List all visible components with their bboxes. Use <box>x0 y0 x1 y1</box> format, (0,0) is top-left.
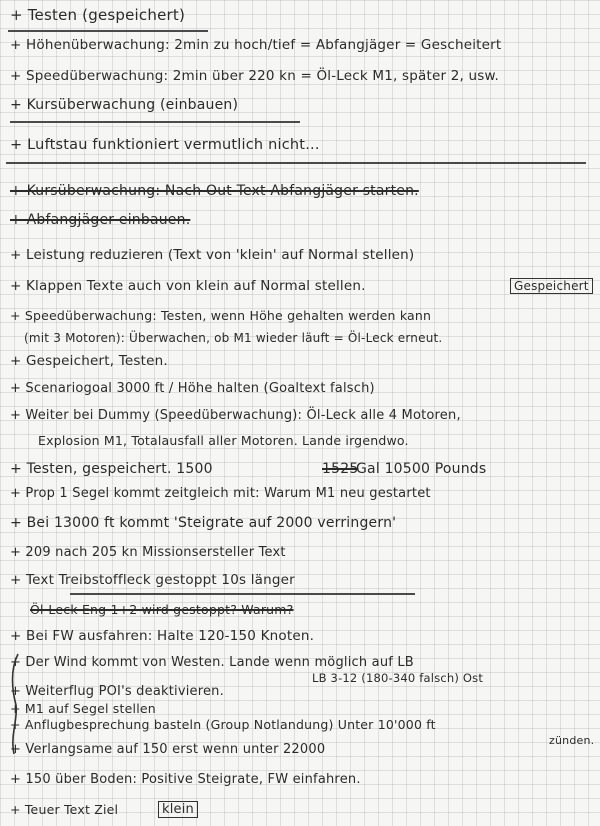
saved-stamp: Gespeichert <box>510 278 593 294</box>
note-line-crossed: + Abfangjäger einbauen. <box>10 212 191 228</box>
note-line: + Höhenüberwachung: 2min zu hoch/tief = Abfangjäger = Gescheitert <box>10 37 502 53</box>
note-line: + Der Wind kommt von Westen. Lande wenn möglich auf LB <box>10 655 414 670</box>
underline <box>10 121 300 123</box>
note-line: + Luftstau funktioniert vermutlich nicht... <box>10 137 320 153</box>
boxed-note: klein <box>158 801 198 818</box>
note-line: + Verlangsame auf 150 erst wenn unter 22000 <box>10 742 326 757</box>
note-line: + Testen, gespeichert. 1500 <box>10 461 213 477</box>
note-line: + Bei 13000 ft kommt 'Steigrate auf 2000 verringern' <box>10 515 397 531</box>
note-line: + Weiterflug POI's deaktivieren. <box>10 684 224 699</box>
note-line: + M1 auf Segel stellen <box>10 701 156 716</box>
note-line: + Testen (gespeichert) <box>10 6 185 24</box>
note-line: (mit 3 Motoren): Überwachen, ob M1 wieder läuft = Öl-Leck erneut. <box>24 331 443 345</box>
note-line: + Gespeichert, Testen. <box>10 353 168 369</box>
note-line: + 150 über Boden: Positive Steigrate, FW einfahren. <box>10 772 361 787</box>
note-line: + Weiter bei Dummy (Speedüberwachung): Öl-Leck alle 4 Motoren, <box>10 408 461 423</box>
note-line: + Speedüberwachung: Testen, wenn Höhe gehalten werden kann <box>10 308 432 323</box>
separator <box>6 162 586 164</box>
note-line: + Prop 1 Segel kommt zeitgleich mit: Warum M1 neu gestartet <box>10 486 431 501</box>
note-line: + Anflugbesprechung basteln (Group Notlandung) Unter 10'000 ft <box>10 717 436 732</box>
note-line-crossed: + Kursüberwachung: Nach Out Text Abfangjäger starten. <box>10 183 419 199</box>
crossed-value: 1525 <box>322 461 359 477</box>
note-line: LB 3-12 (180-340 falsch) Ost <box>312 671 484 685</box>
note-line: + Bei FW ausfahren: Halte 120-150 Knoten. <box>10 628 315 644</box>
note-line: + Leistung reduzieren (Text von 'klein' auf Normal stellen) <box>10 247 415 263</box>
note-line-crossed: Öl-Leck Eng 1+2 wird gestoppt? Warum? <box>30 602 294 617</box>
note-line: + Text Treibstoffleck gestoppt 10s länger <box>10 572 295 588</box>
note-line: Explosion M1, Totalausfall aller Motoren. Lande irgendwo. <box>38 433 409 448</box>
note-line: + Scenariogoal 3000 ft / Höhe halten (Goaltext falsch) <box>10 381 375 396</box>
note-line: Gal 10500 Pounds <box>356 461 487 477</box>
underline <box>70 593 415 595</box>
note-line: + Kursüberwachung (einbauen) <box>10 97 239 113</box>
note-line: + Teuer Text Ziel <box>10 802 119 817</box>
note-line: + 209 nach 205 kn Missionsersteller Text <box>10 545 286 560</box>
note-line: + Speedüberwachung: 2min über 220 kn = Öl-Leck M1, später 2, usw. <box>10 68 500 84</box>
note-line: zünden. <box>549 734 595 747</box>
note-line: + Klappen Texte auch von klein auf Normal stellen. <box>10 278 366 294</box>
underline <box>8 30 208 32</box>
